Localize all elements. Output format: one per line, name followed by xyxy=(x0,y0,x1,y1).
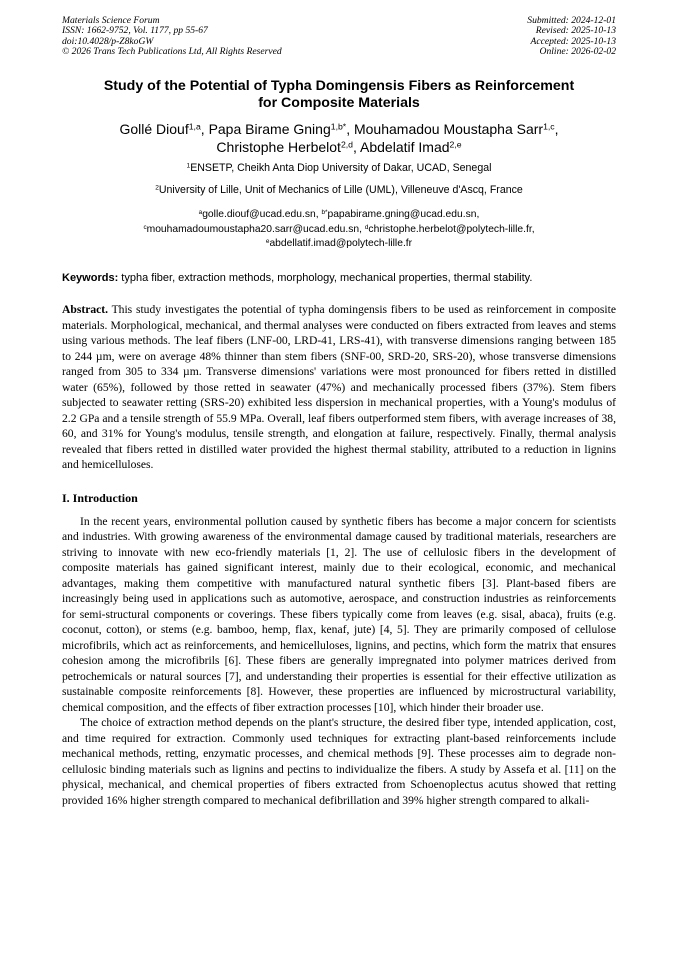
author-affiliation-mark: 1,c xyxy=(543,122,555,133)
affiliation-mark: 1 xyxy=(186,163,191,171)
email-address: papabirame.gning@ucad.edu.sn, xyxy=(327,209,480,221)
section-heading-introduction: I. Introduction xyxy=(62,490,138,505)
email-mark: e xyxy=(265,237,270,245)
keywords xyxy=(62,271,616,285)
author-affiliation-mark: 2,d xyxy=(340,140,353,151)
author-line-1 xyxy=(62,120,616,138)
date-accepted: Accepted: 2025-10-13 xyxy=(530,35,616,47)
author-separator: , xyxy=(554,121,559,138)
keywords-label: Keywords: xyxy=(62,272,119,285)
journal-copyright: © 2026 Trans Tech Publications Ltd, All Rights Reserved xyxy=(62,46,282,58)
author-affiliation-mark: 2,e xyxy=(449,140,462,151)
affiliation-text: University of Lille, Unit of Mechanics of Lille (UML), Villeneuve d'Ascq, France xyxy=(158,184,523,197)
author-line-2 xyxy=(62,138,616,156)
intro-paragraph-1: In the recent years, environmental pollution caused by synthetic fibers has become a major concern for scientists and industries. With growing awareness of the environmental damage caused by traditional materials, researchers are striving to innovate with new eco-friendly materials [1, 2]. The use of cellulosic fibers in the development of composite materials has gained significant interest, mainly due to their ecological, economic, and mechanical advantages, making them competitive with manufactured natural synthetic fibers [3]. Plant-based fibers are increasingly being used in applications such as automotive, aerospace, and construction industries as reinforcements for semi-structural components or coverings. These fibers typically come from leaves (e.g. sisal, abaca), fruits (e.g. coconut, cotton), or stems (e.g. bamboo, hemp, flax, kenaf, jute) [4, 5]. They are primarily composed of cellulose microfibrils, which act as reinforcements, and hemicelluloses, lignins, and pectins, which form the matrix that ensures cohesion among the microfibrils [6]. These fibers are generally impregnated into polymer matrices derived from petrochemicals or natural sources [7], and understanding their properties is essential for their effective utilization as sustainable composite reinforcements [8]. However, these properties are influenced by microstructural variability, chemical composition, and the effects of fiber extraction processes [10], which hinder their broader use. xyxy=(62,514,616,714)
date-revised: Revised: 2025-10-13 xyxy=(535,25,616,37)
affiliation-mark: 2 xyxy=(155,185,159,193)
email-line-3 xyxy=(62,237,616,251)
author-separator: , xyxy=(200,121,209,138)
abstract-label: Abstract. xyxy=(62,303,109,317)
author-separator: , xyxy=(353,139,361,156)
email-mark: b* xyxy=(321,209,328,217)
author-name: Mouhamadou Moustapha Sarr xyxy=(353,121,544,138)
email-address: mouhamadoumoustapha20.sarr@ucad.edu.sn, xyxy=(146,223,365,235)
author-name: Gollé Diouf xyxy=(119,121,189,138)
author-list xyxy=(62,120,616,156)
title-line-2: for Composite Materials xyxy=(258,95,420,112)
abstract xyxy=(62,302,616,473)
email-mark: c xyxy=(143,223,147,231)
date-online: Online: 2026-02-02 xyxy=(539,46,616,58)
paper-title xyxy=(62,78,616,113)
author-emails xyxy=(62,208,616,251)
date-submitted: Submitted: 2024-12-01 xyxy=(527,15,616,26)
email-mark: d xyxy=(364,223,369,231)
title-line-1: Study of the Potential of Typha Domingensis Fibers as Reinforcement xyxy=(103,77,575,94)
intro-paragraph-2: The choice of extraction method depends on the plant's structure, the desired fiber type, intended application, cost, and time required for extraction. Commonly used techniques for extracting plant-based reinforcements include mechanical methods, retting, enzymatic processes, and chemical methods [9]. These processes aim to degrade non-cellulosic binding materials such as lignins and pectins to individualize the fibers. A study by Assefa et al. [11] on the physical, mechanical, and chemical properties of fibers extracted from Schoenoplectus acutus showed that retting provided 16% higher strength compared to mechanical defibrillation and 39% higher strength compared to alkali- xyxy=(62,716,616,807)
author-name: Papa Birame Gning xyxy=(208,121,331,138)
email-address: golle.diouf@ucad.edu.sn, xyxy=(202,209,322,221)
publication-dates xyxy=(527,16,616,58)
email-line-2 xyxy=(62,223,616,237)
keywords-text: typha fiber, extraction methods, morphology, mechanical properties, thermal stability. xyxy=(118,272,533,285)
email-line-1 xyxy=(62,208,616,222)
journal-name: Materials Science Forum xyxy=(62,15,160,26)
email-address: abdellatif.imad@polytech-lille.fr xyxy=(269,238,413,250)
author-affiliation-mark: 1,b* xyxy=(330,122,347,133)
affiliation-1 xyxy=(62,162,616,175)
email-address: christophe.herbelot@polytech-lille.fr, xyxy=(368,223,535,235)
author-name: Abdelatif Imad xyxy=(360,139,450,156)
author-affiliation-mark: 1,a xyxy=(188,122,201,133)
paper-page xyxy=(62,16,616,808)
author-name: Christophe Herbelot xyxy=(216,139,341,156)
journal-issn: ISSN: 1662-9752, Vol. 1177, pp 55-67 xyxy=(62,25,208,37)
affiliation-text: ENSETP, Cheikh Anta Diop University of Dakar, UCAD, Senegal xyxy=(190,162,492,175)
author-separator: , xyxy=(346,121,354,138)
email-mark: a xyxy=(198,209,203,217)
abstract-text: This study investigates the potential of typha domingensis fibers to be used as reinforcement in composite materials. Morphological, mechanical, and thermal analyses were conducted on fibers extracted from leaves and stems using various methods. The leaf fibers (LNF-00, LRD-41, LRS-41), with transverse dimensions ranging between 185 to 244 µm, were on average 48% thinner than stem fibers (SNF-00, SRD-20, SRS-20), whose transverse dimensions ranged from 305 to 334 µm. Transverse dimensions' variations were most pronounced for fibers retted in distilled water (65%), followed by those retted in seawater (47%) and mechanically processed fibers (37%). Stem fibers subjected to seawater retting (SRS-20) exhibited less dispersion in mechanical properties, with a Young's modulus of 2.2 GPa and a tensile strength of 55.9 MPa. Overall, leaf fibers outperformed stem fibers, with average increases of 38, 60, and 31% for Young's modulus, tensile strength, and elongation at failure, respectively. Finally, thermal analysis revealed that fibers retted in distilled water provided the highest thermal stability, attributed to a reduction in lignins and hemicelluloses. xyxy=(62,303,616,472)
affiliation-2 xyxy=(62,184,616,197)
journal-header xyxy=(62,16,616,58)
journal-doi: doi:10.4028/p-Z8koGW xyxy=(62,35,154,47)
journal-info xyxy=(62,16,282,58)
